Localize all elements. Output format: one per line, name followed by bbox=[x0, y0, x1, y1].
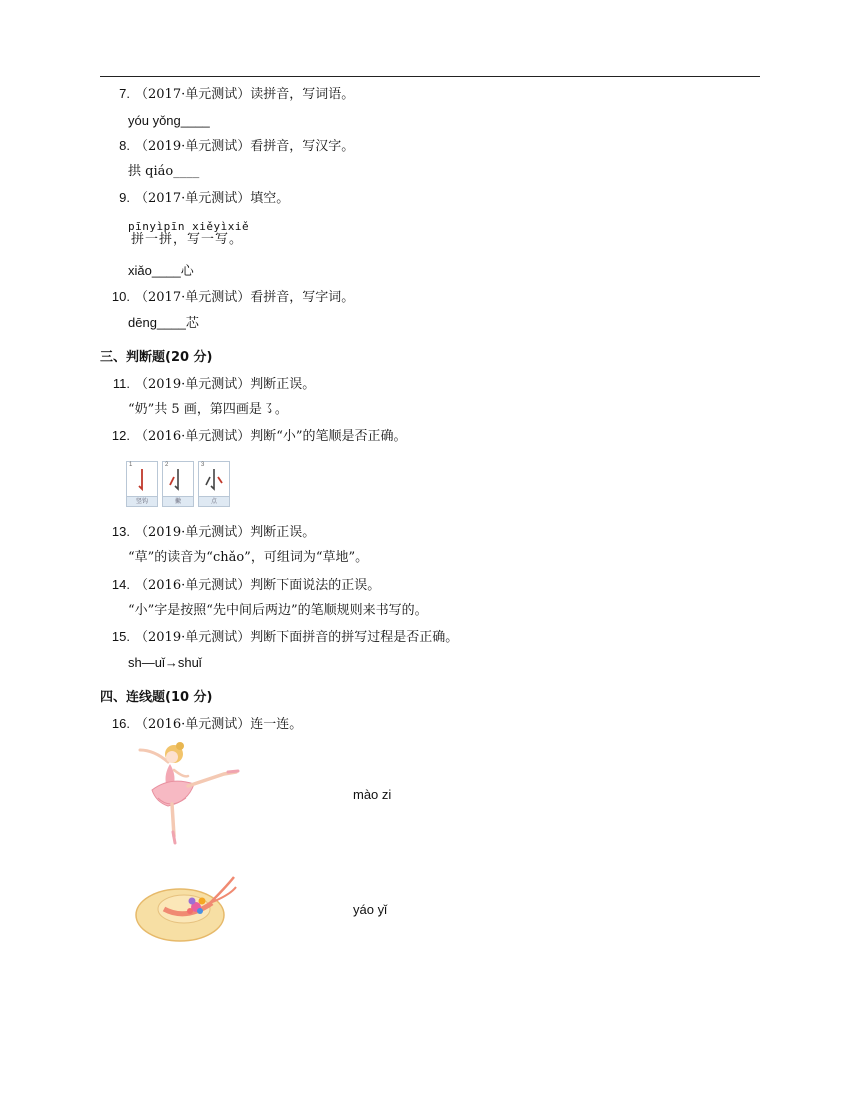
question-10 bbox=[108, 289, 354, 306]
question-7-answer-line[interactable]: yóu yǒng____ bbox=[128, 113, 210, 128]
question-text: （2017·单元测试）看拼音，写字词。 bbox=[135, 290, 355, 305]
ruby-hanzi: 拼一拼，写一写。 bbox=[131, 232, 244, 247]
hat-image[interactable] bbox=[134, 873, 238, 945]
stroke-dot-icon bbox=[201, 465, 227, 495]
question-14-statement: “小”字是按照“先中间后两边”的笔顺规则来书写的。 bbox=[128, 603, 428, 618]
section-judge-heading: 三、判断题(20 分) bbox=[100, 350, 213, 365]
question-10-answer-line[interactable]: dēng____芯 bbox=[128, 315, 199, 330]
question-8 bbox=[108, 138, 354, 155]
question-text: （2019·单元测试）判断正误。 bbox=[135, 525, 316, 540]
question-11-statement: “奶”共 5 画，第四画是㇌。 bbox=[128, 402, 288, 417]
question-text: （2019·单元测试）判断正误。 bbox=[135, 377, 316, 392]
section-match-heading: 四、连线题(10 分) bbox=[100, 690, 213, 705]
stroke-step-number: 2 bbox=[165, 462, 169, 468]
ruby-pinyin: pīnyìpīn xiěyìxiě bbox=[128, 220, 250, 233]
pinyin-ruby-line bbox=[128, 221, 249, 247]
stroke-step-number: 3 bbox=[201, 462, 205, 468]
stroke-card-3 bbox=[198, 461, 230, 507]
question-number: 16. bbox=[111, 716, 130, 731]
question-text: （2016·单元测试）判断下面说法的正误。 bbox=[135, 578, 381, 593]
question-text: （2019·单元测试）判断下面拼音的拼写过程是否正确。 bbox=[135, 630, 459, 645]
header-rule bbox=[100, 76, 760, 77]
question-number: 14. bbox=[111, 577, 130, 592]
match-word-1[interactable]: mào zi bbox=[353, 787, 392, 802]
stroke-card-1 bbox=[126, 461, 158, 507]
question-number: 10. bbox=[111, 289, 130, 304]
question-11 bbox=[108, 376, 315, 393]
question-number: 8. bbox=[119, 138, 130, 153]
question-13 bbox=[108, 524, 315, 541]
question-16 bbox=[108, 716, 302, 733]
question-9-answer-line[interactable]: xiǎo____心 bbox=[128, 263, 194, 278]
question-text: （2016·单元测试）连一连。 bbox=[135, 717, 303, 732]
stroke-label: 撇 bbox=[163, 496, 193, 506]
stroke-step-number: 1 bbox=[129, 462, 133, 468]
question-15-statement: sh—uǐ→shuǐ bbox=[128, 655, 202, 670]
stroke-left-falling-icon bbox=[165, 465, 191, 495]
question-number: 9. bbox=[119, 190, 130, 205]
question-number: 15. bbox=[111, 629, 130, 644]
stroke-vertical-hook-icon bbox=[129, 465, 155, 495]
question-number: 12. bbox=[111, 428, 130, 443]
question-text: （2017·单元测试）填空。 bbox=[135, 191, 290, 206]
stroke-label: 竖钩 bbox=[127, 496, 157, 506]
question-13-statement: “草”的读音为“chǎo”，可组词为“草地”。 bbox=[128, 550, 369, 565]
stroke-card-2 bbox=[162, 461, 194, 507]
question-15 bbox=[108, 629, 458, 646]
question-8-answer-line[interactable]: 拱 qiáo____ bbox=[128, 164, 200, 179]
question-14 bbox=[108, 577, 380, 594]
question-number: 11. bbox=[112, 376, 130, 391]
question-12 bbox=[108, 428, 407, 445]
question-number: 13. bbox=[111, 524, 130, 539]
stroke-label: 点 bbox=[199, 496, 229, 506]
match-word-2[interactable]: yáo yǐ bbox=[353, 902, 387, 917]
ballerina-image[interactable] bbox=[128, 740, 243, 848]
question-text: （2016·单元测试）判断“小”的笔顺是否正确。 bbox=[135, 429, 407, 444]
question-text: （2017·单元测试）读拼音，写词语。 bbox=[135, 87, 355, 102]
question-7 bbox=[108, 86, 354, 103]
question-text: （2019·单元测试）看拼音，写汉字。 bbox=[135, 139, 355, 154]
stroke-order-image bbox=[126, 461, 230, 507]
question-number: 7. bbox=[119, 86, 130, 101]
question-9 bbox=[108, 190, 289, 207]
